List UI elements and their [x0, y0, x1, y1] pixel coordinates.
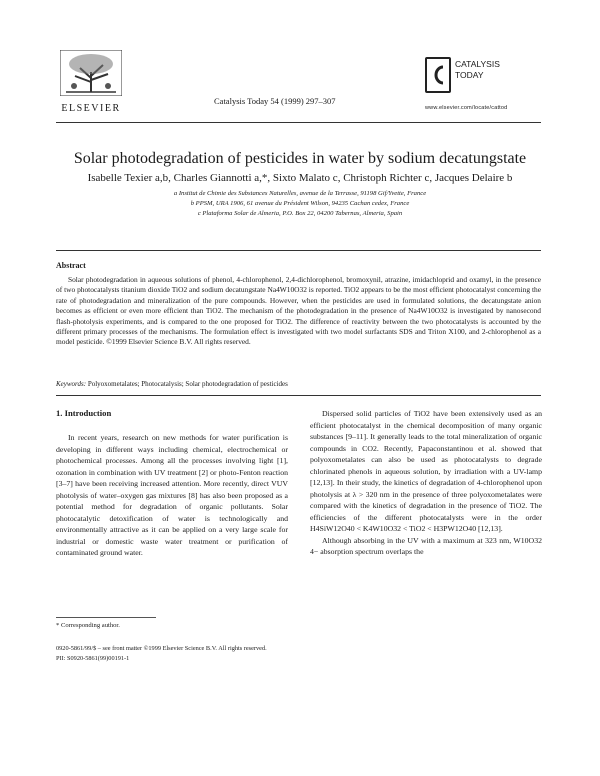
abstract-bottom-rule	[56, 395, 541, 396]
author-list: Isabelle Texier a,b, Charles Giannotti a,*, Sixto Malato c, Christoph Richter c, Jacques Delaire b	[87, 172, 513, 184]
publisher-logo	[56, 50, 126, 114]
abstract-heading: Abstract	[56, 261, 86, 270]
keywords-text: Polyoxometalates; Photocatalysis; Solar photodegradation of pesticides	[87, 380, 288, 388]
journal-c-logo-icon	[425, 57, 451, 93]
copyright-footer	[56, 644, 267, 663]
body-paragraph: Although absorbing in the UV with a maximum at 323 nm, W10O32 4− absorption spectrum overlaps the	[310, 535, 542, 556]
elsevier-tree-icon	[60, 50, 122, 96]
keywords-label: Keywords:	[56, 380, 87, 388]
affiliation-c: c Plataforma Solar de Almeria, P.O. Box 22, 04200 Tabernas, Almeria, Spain	[197, 210, 403, 217]
copyright-line: 0920-5861/99/$ – see front matter ©1999 Elsevier Science B.V. All rights reserved.	[56, 645, 267, 652]
journal-logo	[425, 57, 535, 121]
body-paragraph: In recent years, research on new methods for water purification is developing in different ways including chemical, electrochemical or photochemical processes. Among all the processes involving light [1], ozonation in combination with UV treatment [2] or photo-Fenton reaction [3–7] have been receiving increased attention. More recently, direct VUV photolysis of water–oxygen gas mixtures [8] has also been proposed as a potential method for degradation of organic pollutants. Solar photocatalytic detoxification of water is technologically and environmentally attractive as it can be applied on a very large scale for industrial or domestic waste water treatment or purification of contaminated ground water.	[56, 433, 288, 557]
affiliation-b: b PPSM, URA 1906, 61 avenue du Président Wilson, 94235 Cachan cedex, France	[190, 200, 410, 207]
right-column	[310, 408, 542, 558]
header-rule	[56, 122, 541, 123]
abstract-top-rule	[56, 250, 541, 251]
affiliation-a: a Institut de Chimie des Substances Naturelles, avenue de la Terrasse, 91198 Gif/Yvette, France	[173, 190, 427, 197]
journal-url: www.elsevier.com/locate/cattod	[425, 105, 508, 111]
abstract-text: Solar photodegradation in aqueous solutions of phenol, 4-chlorophenol, 2,4-dichlorophenol, bromoxynil, atrazine, imidachloprid and oxamyl, in the presence of two photocatalysts titanium dioxide TiO2 and sodium decatungstate Na4W10O32 is reported. TiO2 appears to be the most efficient photocatalyst concerning the rate of photodegradation and mineralization of the pure compounds. However, when the pesticides are used in formulated solutions, the decatungstate anion becomes as efficient or even more efficient than TiO2. The mechanism of the photodegradation in the presence of Na4W10O32 is investigated by nanosecond flash-photolysis experiments, and is compared to the one proposed for TiO2. The difference of reactivity between the two photocatalysts is accounted by the different primary processes of the mechanisms. The formulation effect is investigated with two model surfactants SDS and Triton X100, and 2-chlorophenol as a model pesticide. ©1999 Elsevier Science B.V. All rights reserved.	[56, 275, 541, 347]
section-heading: 1. Introduction	[56, 408, 112, 418]
pii-line: PII: S0920-5861(99)00191-1	[56, 654, 130, 662]
journal-name-line1: CATALYSIS	[455, 59, 500, 69]
article-title: Solar photodegradation of pesticides in water by sodium decatungstate	[73, 150, 527, 167]
publisher-name: ELSEVIER	[61, 103, 121, 114]
journal-citation: Catalysis Today 54 (1999) 297–307	[214, 96, 336, 106]
keywords-line	[56, 380, 288, 388]
body-paragraph: Dispersed solid particles of TiO2 have been extensively used as an efficient photocatalyst in the chemical decomposition of many organic substances [9–11]. It generally leads to the total mineralization of organic compounds in CO2. Recently, Papaconstantinou et al. showed that polyoxometalates can also be used as photocatalysts to degrade chlorinated phenols in aqueous solution, by irradiation with a UV-lamp [12,13]. In their study, the kinetics of degradation of 4-chlorophenol upon photolysis at λ > 320 nm in the presence of three polyoxometalates were compared with the kinetics of degradation in the presence of TiO2. The efficiencies of the different photocatalysts were in the order H4SiW12O40 < K4W10O32 < TiO2 < H3PW12O40 [12,13].	[310, 409, 542, 533]
left-column	[56, 408, 288, 559]
footnote-rule	[56, 617, 156, 618]
footnote: * Corresponding author.	[56, 622, 120, 629]
journal-name-line2: TODAY	[455, 70, 484, 80]
